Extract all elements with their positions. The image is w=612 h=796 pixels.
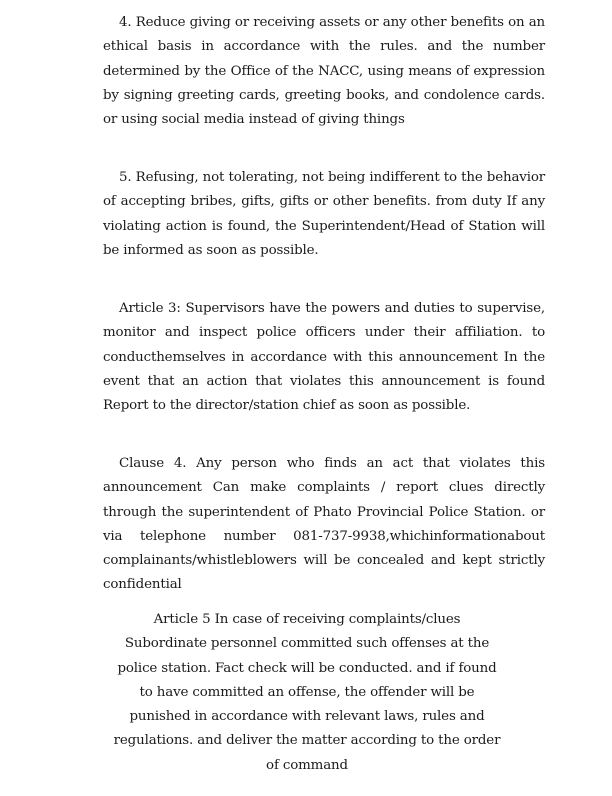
article-5-line: police station. Fact check will be conducted. and if found bbox=[117, 660, 497, 676]
article-5-line: of command bbox=[266, 757, 348, 773]
paragraph-clause-4-complaints: Clause 4. Any person who finds an act that violates this announcement Can make complaints / report clues directly through the superintendent of Phato Provincial Police Station. or via telephone number 081-737-9938,whichinformationabout complainants/whistleblowers will be concealed and kept strictly confidential bbox=[103, 456, 545, 593]
article-5-line: to have committed an offense, the offender will be bbox=[139, 684, 475, 700]
article-5-line: punished in accordance with relevant laws, rules and bbox=[129, 709, 485, 725]
article-5-line: Subordinate personnel committed such offenses at the bbox=[124, 636, 490, 652]
article-5-line: Article 5 In case of receiving complaints/clues bbox=[153, 612, 461, 627]
paragraph-article-5 bbox=[68, 608, 546, 778]
paragraph-refusing-bribes: 5. Refusing, not tolerating, not being indifferent to the behavior of accepting bribes, gifts, gifts or other benefits. from duty If any violating action is found, the Superintendent/Head of Station will be informed as soon as possible. bbox=[103, 170, 545, 258]
paragraph-reduce-giving: 4. Reduce giving or receiving assets or any other benefits on an ethical basis in accordance with the rules. and the number determined by the Office of the NACC, using means of expression by signing greeting cards, greeting books, and condolence cards. or using social media instead of giving things bbox=[103, 15, 545, 128]
article-5-line: regulations. and deliver the matter according to the order bbox=[113, 733, 501, 749]
paragraph-article-3-supervisors: Article 3: Supervisors have the powers and duties to supervise, monitor and inspect police officers under their affiliation. to conducthemselves in accordance with this announcement In the event that an action that violates this announcement is found Report to the director/station chief as soon as possible. bbox=[103, 301, 545, 414]
